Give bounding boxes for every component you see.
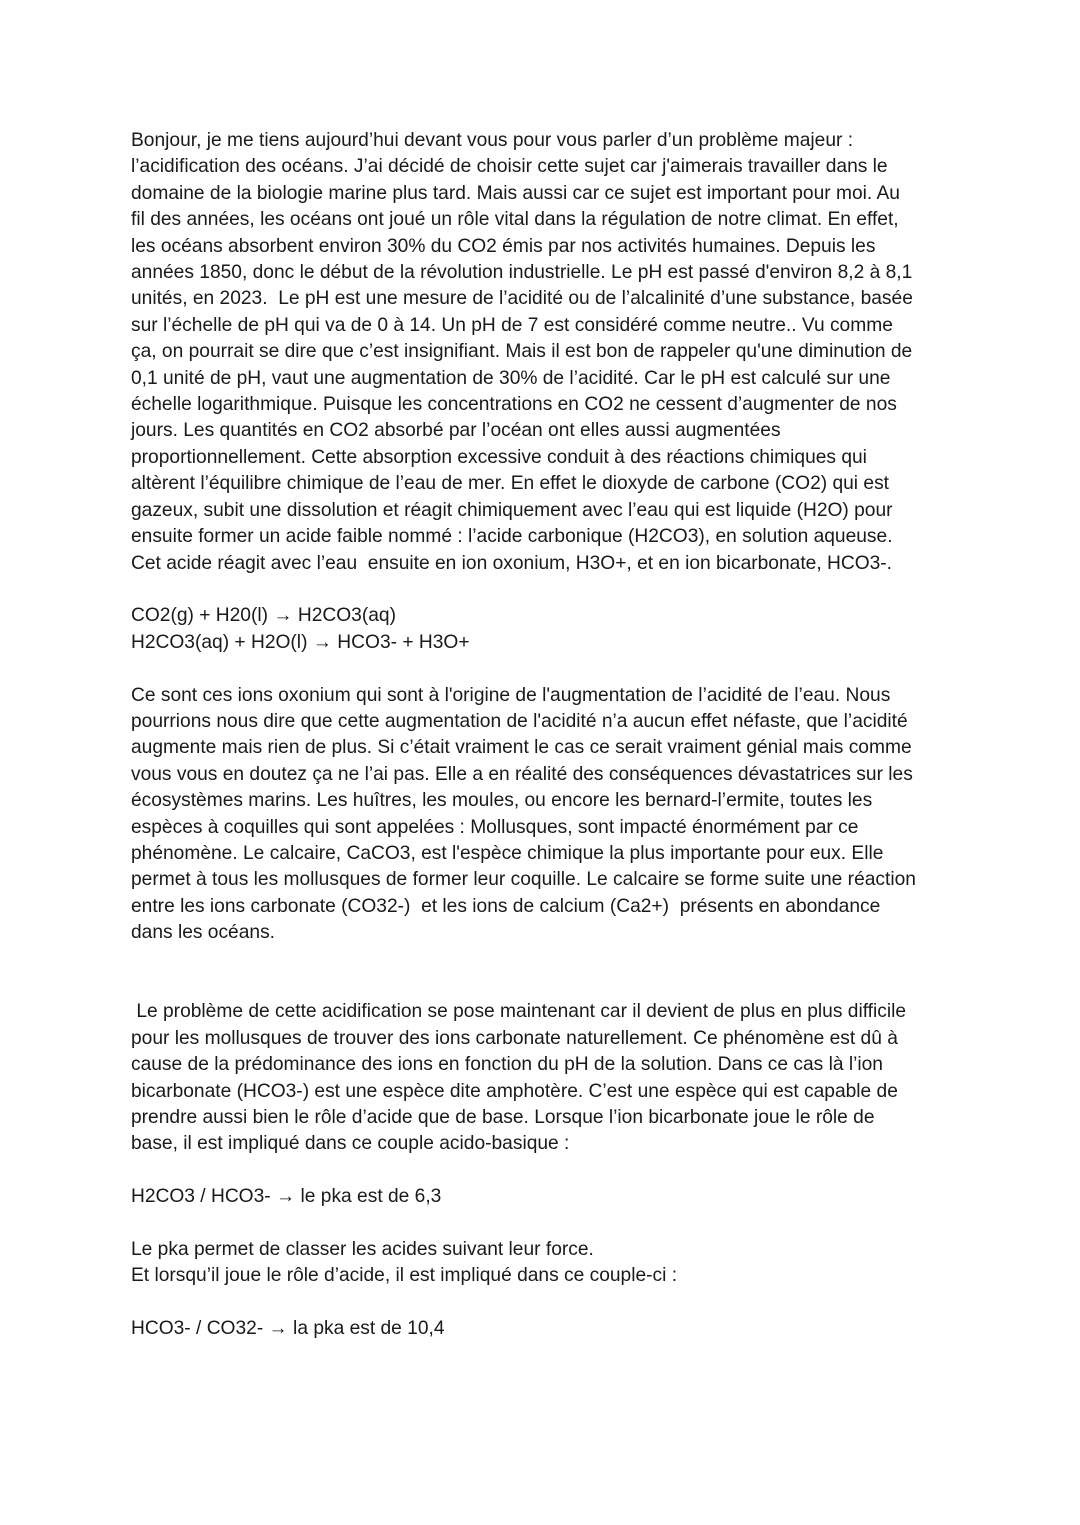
couple-text: H2CO3 / HCO3- → le pka est de 6,3 [131, 1186, 442, 1208]
text-line: domaine de la biologie marine plus tard. Mais aussi car ce sujet est important pour moi. Au [131, 182, 900, 204]
text-line: Ce sont ces ions oxonium qui sont à l'origine de l'augmentation de l’acidité de l’eau. Nous [131, 684, 891, 706]
couple-text: HCO3- / CO32- → la pka est de 10,4 [131, 1318, 445, 1340]
paragraph-spacer [131, 656, 961, 682]
text-line: Le problème de cette acidification se pose maintenant car il devient de plus en plus difficile [131, 1001, 907, 1023]
text-line: Bonjour, je me tiens aujourd’hui devant vous pour vous parler d’un problème majeur : [131, 130, 854, 151]
paragraph-spacer [131, 1211, 961, 1237]
base-couple-line [131, 1184, 961, 1210]
text-line: sur l’échelle de pH qui va de 0 à 14. Un pH de 7 est considéré comme neutre.. Vu comme [131, 314, 893, 336]
text-line: augmente mais rien de plus. Si c’était vraiment le cas ce serait vraiment génial mais comme [131, 737, 912, 759]
text-line: bicarbonate (HCO3-) est une espèce dite amphotère. C’est une espèce qui est capable de [131, 1080, 898, 1102]
text-line: l’acidification des océans. J’ai décidé de choisir cette sujet car j'aimerais travailler dans le [131, 156, 888, 178]
text-line: 0,1 unité de pH, vaut une augmentation de 30% de l’acidité. Car le pH est calculé sur une [131, 367, 891, 389]
acid-couple-line [131, 1316, 961, 1342]
text-line: pour les mollusques de trouver des ions carbonate naturellement. Ce phénomène est dû à [131, 1027, 898, 1049]
paragraph-spacer [131, 1158, 961, 1184]
text-line: proportionnellement. Cette absorption excessive conduit à des réactions chimiques qui [131, 446, 867, 468]
text-line: Et lorsqu’il joue le rôle d’acide, il est impliqué dans ce couple-ci : [131, 1265, 678, 1287]
pka-paragraph [131, 1237, 961, 1290]
text-line: pourrions nous dire que cette augmentation de l'acidité n’a aucun effet néfaste, que l’acidité [131, 710, 908, 732]
text-line: unités, en 2023. Le pH est une mesure de l’acidité ou de l’alcalinité d’une substance, basée [131, 288, 913, 310]
equations-block [131, 603, 961, 656]
text-line: permet à tous les mollusques de former leur coquille. Le calcaire se forme suite une réaction [131, 869, 916, 891]
text-line: cause de la prédominance des ions en fonction du pH de la solution. Dans ce cas là l’ion [131, 1054, 883, 1076]
problem-paragraph [131, 999, 961, 1157]
document-page [131, 128, 961, 1343]
text-line: Cet acide réagit avec l’eau ensuite en ion oxonium, H3O+, et en ion bicarbonate, HCO3-. [131, 552, 893, 574]
text-line: prendre aussi bien le rôle d’acide que de base. Lorsque l’ion bicarbonate joue le rôle de [131, 1106, 875, 1128]
text-line: altèrent l’équilibre chimique de l’eau de mer. En effet le dioxyde de carbone (CO2) qui est [131, 473, 889, 495]
intro-paragraph [131, 128, 961, 577]
text-line: fil des années, les océans ont joué un rôle vital dans la régulation de notre climat. En effet, [131, 209, 899, 231]
text-line: ça, on pourrait se dire que c’est insignifiant. Mais il est bon de rappeler qu'une diminution de [131, 341, 913, 363]
text-line: gazeux, subit une dissolution et réagit chimiquement avec l’eau qui est liquide (H2O) pour [131, 499, 893, 521]
text-line: ensuite former un acide faible nommé : l’acide carbonique (H2CO3), en solution aqueuse. [131, 526, 893, 548]
text-line: espèces à coquilles qui sont appelées : Mollusques, sont impacté énormément par ce [131, 816, 859, 838]
text-line: phénomène. Le calcaire, CaCO3, est l'espèce chimique la plus importante pour eux. Elle [131, 842, 884, 864]
paragraph-spacer [131, 947, 961, 1000]
text-line: entre les ions carbonate (CO32-) et les ions de calcium (Ca2+) présents en abondance [131, 895, 881, 917]
text-line: base, il est impliqué dans ce couple acido-basique : [131, 1133, 570, 1155]
equation-line: CO2(g) + H20(l) → H2CO3(aq) [131, 605, 396, 627]
text-line: années 1850, donc le début de la révolution industrielle. Le pH est passé d'environ 8,2 à 8,1 [131, 262, 913, 284]
text-line: échelle logarithmique. Puisque les concentrations en CO2 ne cessent d’augmenter de nos [131, 394, 897, 416]
consequences-paragraph [131, 683, 961, 947]
paragraph-spacer [131, 577, 961, 603]
paragraph-spacer [131, 1290, 961, 1316]
text-line: dans les océans. [131, 922, 275, 944]
text-line: écosystèmes marins. Les huîtres, les moules, ou encore les bernard-l’ermite, toutes les [131, 790, 873, 812]
text-line: Le pka permet de classer les acides suivant leur force. [131, 1238, 594, 1260]
text-line: jours. Les quantités en CO2 absorbé par l’océan ont elles aussi augmentées [131, 420, 781, 442]
equation-line: H2CO3(aq) + H2O(l) → HCO3- + H3O+ [131, 631, 470, 653]
text-line: vous vous en doutez ça ne l’ai pas. Elle a en réalité des conséquences dévastatrices sur les [131, 763, 913, 785]
text-line: les océans absorbent environ 30% du CO2 émis par nos activités humaines. Depuis les [131, 235, 876, 257]
